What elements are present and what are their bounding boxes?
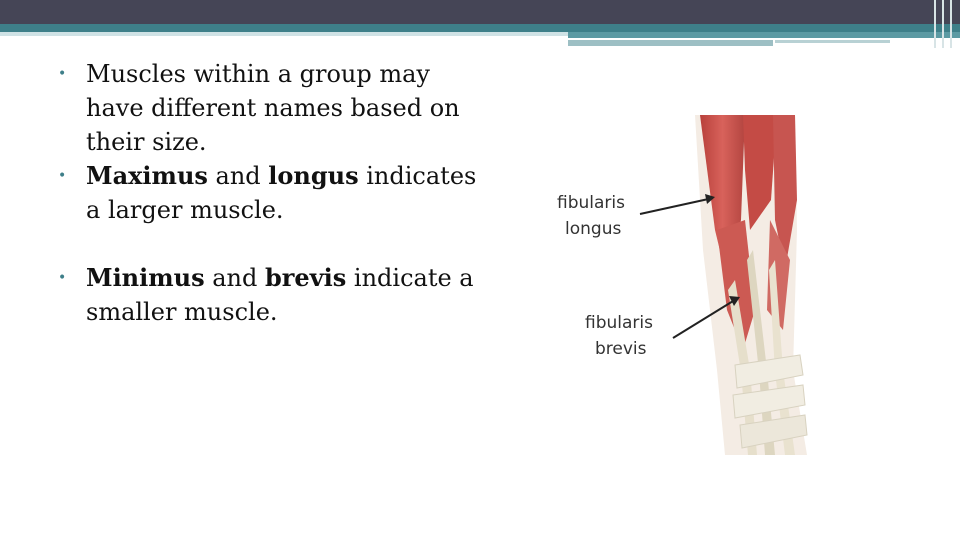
leg-muscle-illustration [545,110,815,460]
bullet-item [58,159,488,227]
term-minimus: Minimus [86,263,205,292]
bullet-list [58,57,488,329]
bullet-text: indicate a smaller muscle. [86,264,474,326]
accent-band-right-faint [775,40,890,43]
term-brevis: brevis [265,263,347,292]
term-maximus: Maximus [86,161,208,190]
term-longus: longus [268,161,359,190]
corner-decoration [930,0,960,48]
bullet-text: and [207,162,269,190]
accent-band [0,24,960,32]
bullet-marker: • [58,66,67,82]
label-fibularis-brevis-2: brevis [595,339,647,359]
title-bar [0,0,960,24]
bullet-text: Muscles within a group may have different names based on their size. [86,60,460,156]
accent-band-right [568,32,960,38]
accent-band-right-light [568,40,773,46]
bullet-item [58,57,488,159]
bullet-item [58,261,488,329]
label-fibularis-longus-1: fibularis [557,193,625,213]
accent-band-light [0,32,570,36]
bullet-text: indicates a larger muscle. [86,162,477,224]
bullet-text: and [204,264,265,292]
leg-muscle-figure [545,110,815,460]
label-fibularis-brevis-1: fibularis [585,313,653,333]
label-fibularis-longus-2: longus [565,219,622,239]
bullet-marker: • [58,270,67,286]
bullet-marker: • [58,168,67,184]
